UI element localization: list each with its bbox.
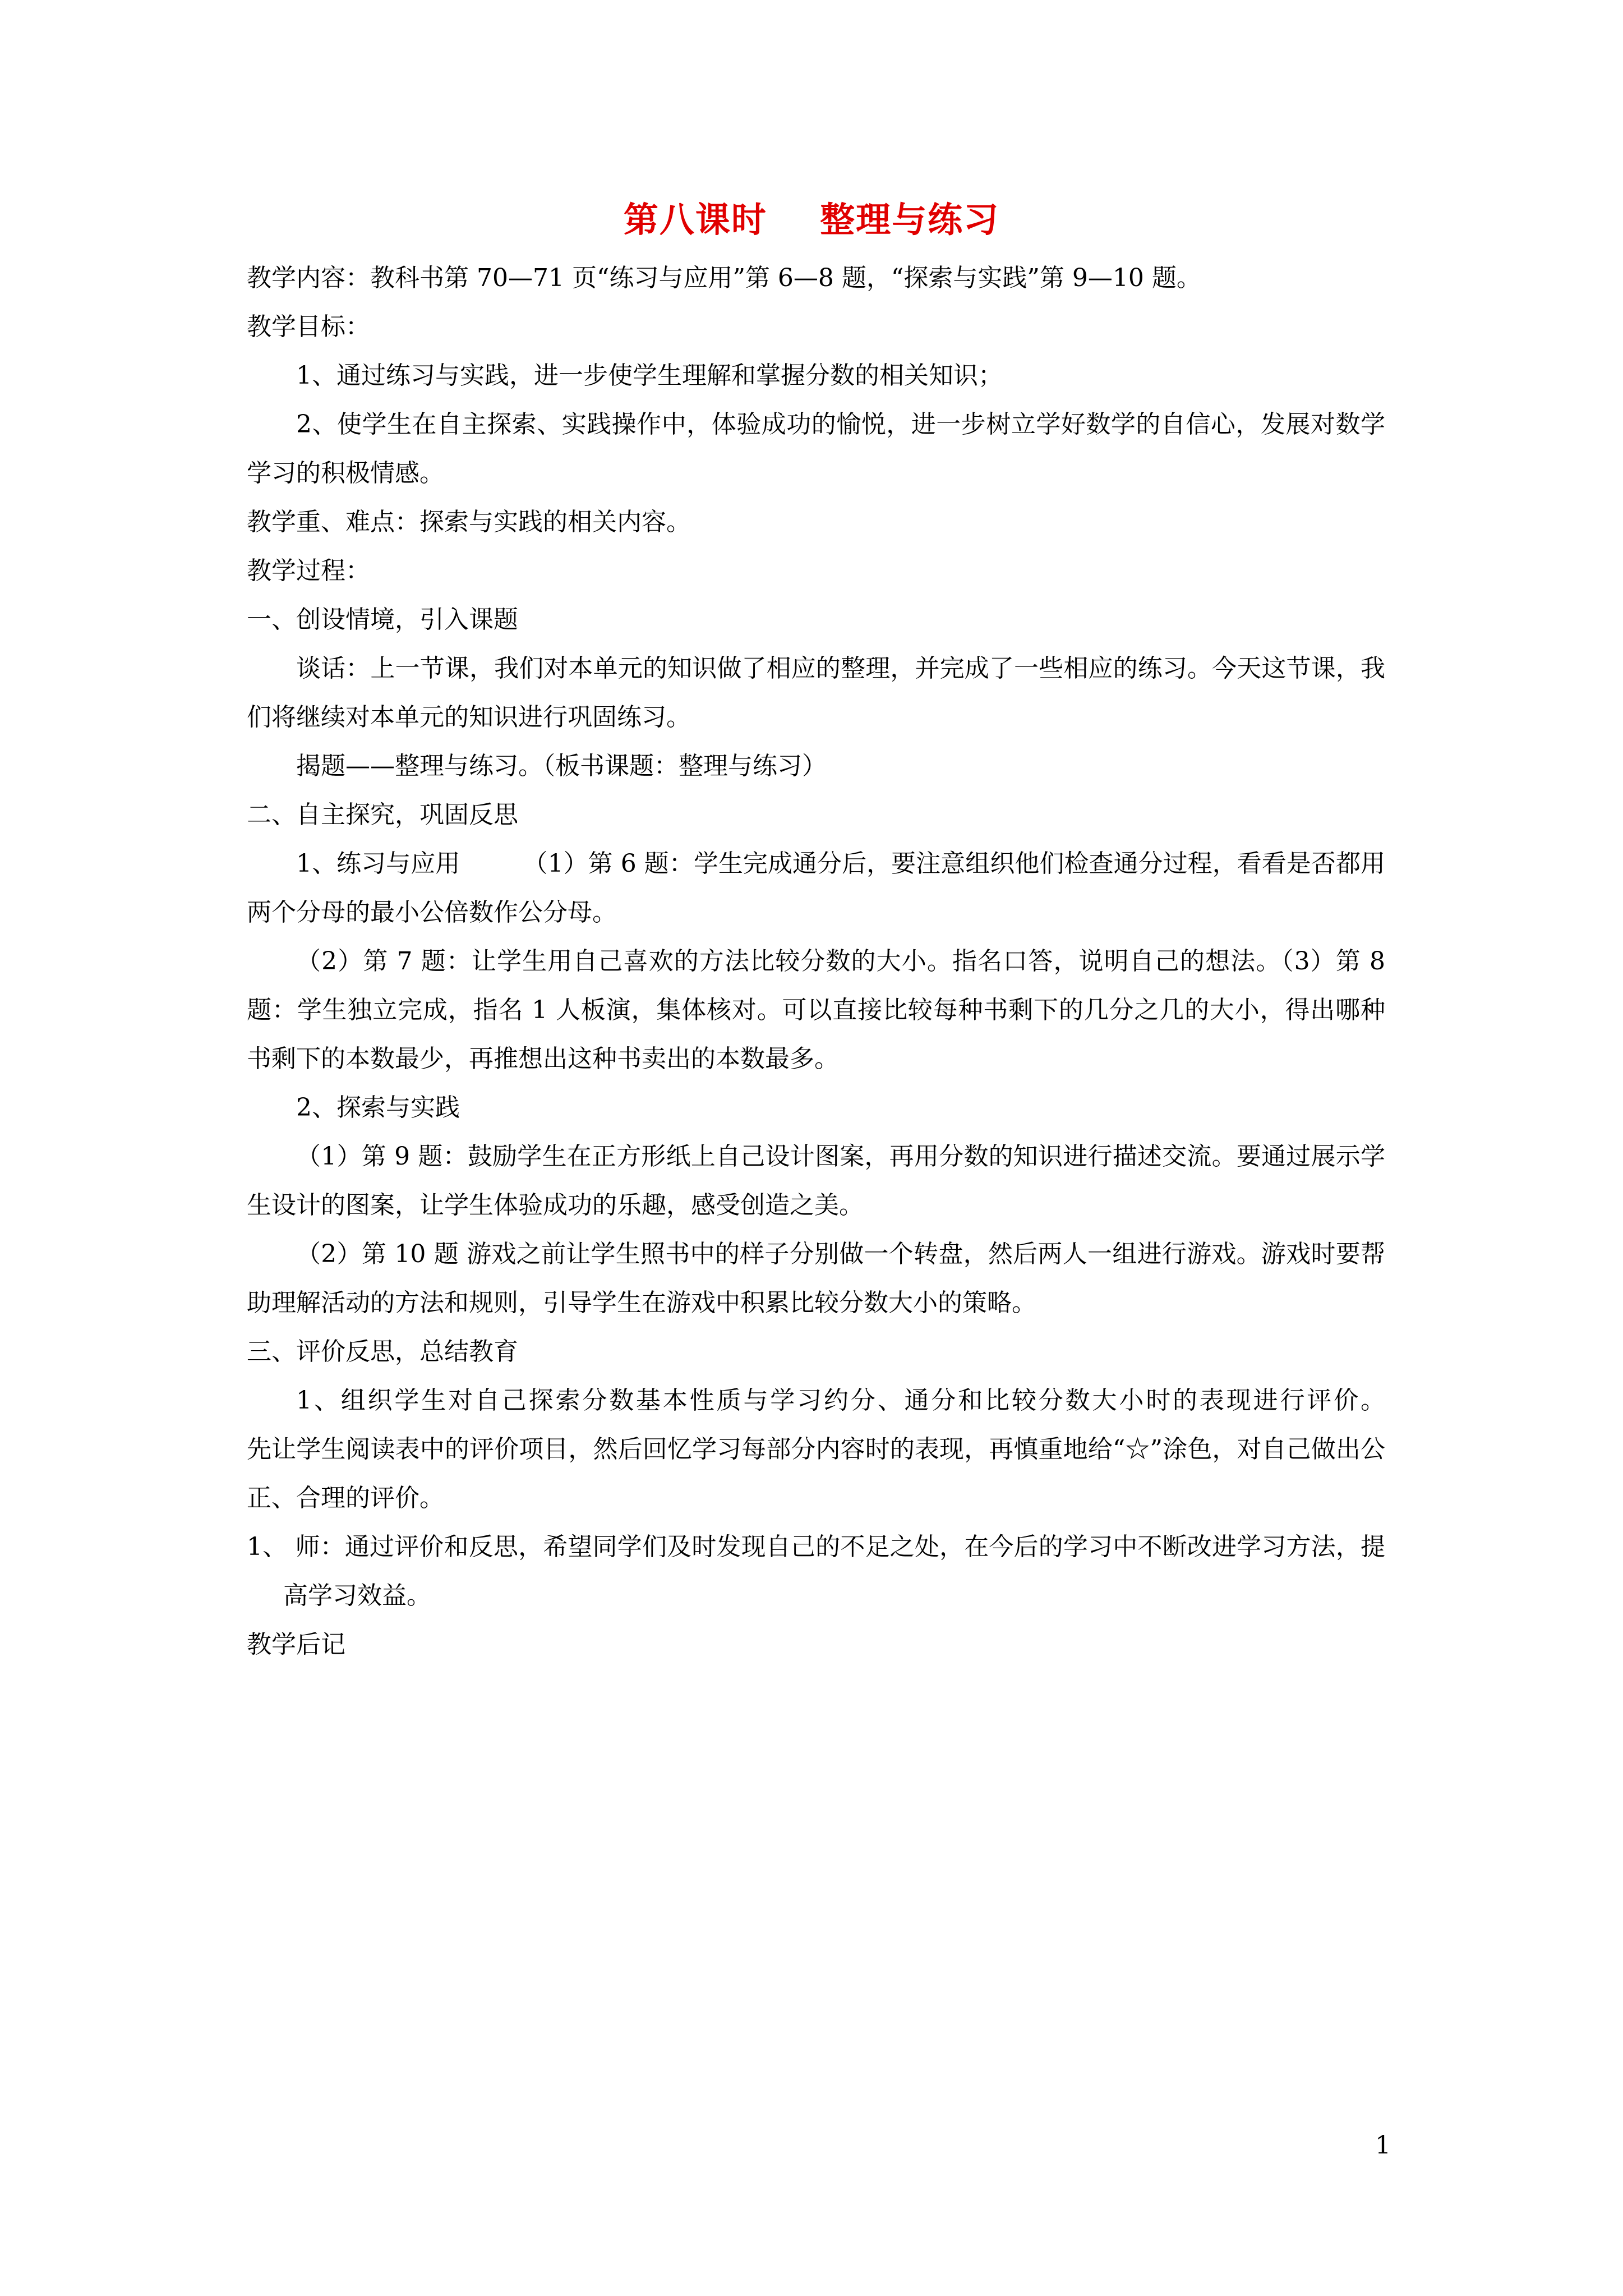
goal-item-2: 2、使学生在自主探索、实践操作中，体验成功的愉悦，进一步树立学好数学的自信心，发展对数学学习的积极情感。 (247, 410, 1385, 487)
paragraph-practice-q6: 1、练习与应用 （1）第 6 题：学生完成通分后，要注意组织他们检查通分过程，看看是否都用两个分母的最小公倍数作公分母。 (247, 849, 1385, 927)
paragraph-teacher-summary: 1、 师：通过评价和反思，希望同学们及时发现自己的不足之处，在今后的学习中不断改进学习方法，提高学习效益。 (247, 1533, 1385, 1610)
section-heading-2: 二、自主探究，巩固反思 (247, 800, 518, 829)
paragraph-practice-q7-q8: （2）第 7 题：让学生用自己喜欢的方法比较分数的大小。指名口答，说明自己的想法。（3）第 8 题：学生独立完成，指名 1 人板演，集体核对。可以直接比较每种书剩下的几分之几的大小，得出哪种书剩下的本数最少，再推想出这种书卖出的本数最多。 (247, 947, 1393, 1073)
subheading-explore-practice: 2、探索与实践 (296, 1093, 460, 1122)
paragraph-teaching-content: 教学内容：教科书第 70—71 页“练习与应用”第 6—8 题，“探索与实践”第 9—10 题。 (247, 264, 1201, 292)
page-title: 第八课时 整理与练习 (623, 199, 1000, 240)
goal-item-1: 1、通过练习与实践，进一步使学生理解和掌握分数的相关知识； (296, 361, 1003, 390)
paragraph-dialogue: 谈话：上一节课，我们对本单元的知识做了相应的整理，并完成了一些相应的练习。今天这节课，我们将继续对本单元的知识进行巩固练习。 (247, 654, 1385, 731)
paragraph-key-points: 教学重、难点：探索与实践的相关内容。 (247, 508, 691, 536)
heading-teaching-notes: 教学后记 (247, 1630, 345, 1659)
paragraph-topic-reveal: 揭题——整理与练习。（板书课题：整理与练习） (296, 752, 827, 780)
heading-teaching-goals: 教学目标： (247, 312, 370, 341)
paragraph-evaluation: 1、组织学生对自己探索分数基本性质与学习约分、通分和比较分数大小时的表现进行评价。 先让学生阅读表中的评价项目，然后回忆学习每部分内容时的表现，再慎重地给“☆”涂色，对自己做出公正、合理的评价。 (247, 1386, 1448, 1512)
section-heading-3: 三、评价反思，总结教育 (247, 1337, 518, 1366)
section-heading-1: 一、创设情境，引入课题 (247, 605, 518, 634)
heading-teaching-process: 教学过程： (247, 556, 370, 585)
paragraph-explore-q10: （2）第 10 题 游戏之前让学生照书中的样子分别做一个转盘，然后两人一组进行游戏。游戏时要帮助理解活动的方法和规则，引导学生在游戏中积累比较分数大小的策略。 (247, 1240, 1385, 1317)
page-number: 1 (1375, 2131, 1391, 2160)
document-body (247, 254, 1448, 1669)
paragraph-explore-q9: （1）第 9 题：鼓励学生在正方形纸上自己设计图案，再用分数的知识进行描述交流。要通过展示学生设计的图案，让学生体验成功的乐趣，感受创造之美。 (247, 1142, 1385, 1220)
